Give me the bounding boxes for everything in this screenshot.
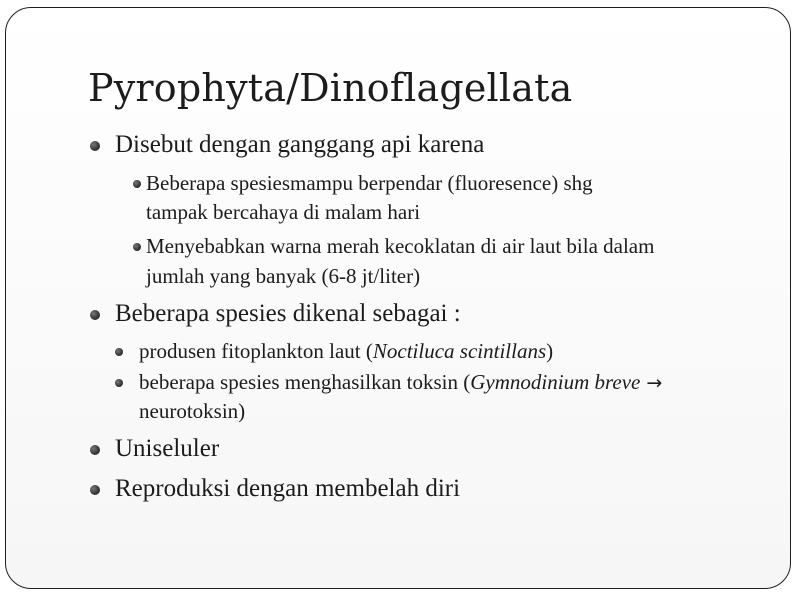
sub-bullet-warna-line1: Menyebabkan warna merah kecoklatan di air laut bila dalam bbox=[146, 234, 655, 258]
sub-bullet-produsen bbox=[139, 339, 553, 364]
sub-bullet-berpendar-line1: Beberapa spesiesmampu berpendar (fluoresence) shg bbox=[146, 171, 593, 195]
bullet-reproduksi: Reproduksi dengan membelah diri bbox=[115, 475, 461, 502]
bullet-beberapa-spesies: Beberapa spesies dikenal sebagai : bbox=[115, 300, 461, 327]
sub-bullet-produsen-close: ) bbox=[546, 339, 554, 363]
bullet-dot-icon bbox=[115, 379, 123, 387]
sub-bullet-toksin-text: beberapa spesies menghasilkan toksin ( bbox=[139, 370, 471, 394]
bullet-uniseluler: Uniseluler bbox=[115, 435, 220, 462]
species-gymnodinium: Gymnodinium breve bbox=[470, 370, 641, 394]
bullet-dot-icon bbox=[133, 243, 141, 251]
slide-title: Pyrophyta/Dinoflagellata bbox=[88, 66, 573, 110]
sub-bullet-produsen-text: produsen fitoplankton laut ( bbox=[139, 339, 373, 363]
bullet-disebut: Disebut dengan ganggang api karena bbox=[115, 131, 485, 158]
sub-bullet-berpendar-line2: tampak bercahaya di malam hari bbox=[146, 200, 421, 224]
sub-bullet-toksin-line2: neurotoksin) bbox=[139, 399, 246, 423]
sub-bullet-warna-line2: jumlah yang banyak (6-8 jt/liter) bbox=[146, 264, 421, 288]
bullet-dot-icon bbox=[90, 485, 100, 495]
bullet-dot-icon bbox=[115, 348, 123, 356]
bullet-dot-icon bbox=[133, 180, 141, 188]
bullet-dot-icon bbox=[90, 141, 100, 151]
species-noctiluca: Noctiluca scintillans bbox=[372, 339, 547, 363]
sub-bullet-toksin-line1 bbox=[139, 370, 662, 395]
bullet-dot-icon bbox=[90, 445, 100, 455]
bullet-dot-icon bbox=[90, 310, 100, 320]
right-arrow-icon: → bbox=[646, 372, 663, 394]
